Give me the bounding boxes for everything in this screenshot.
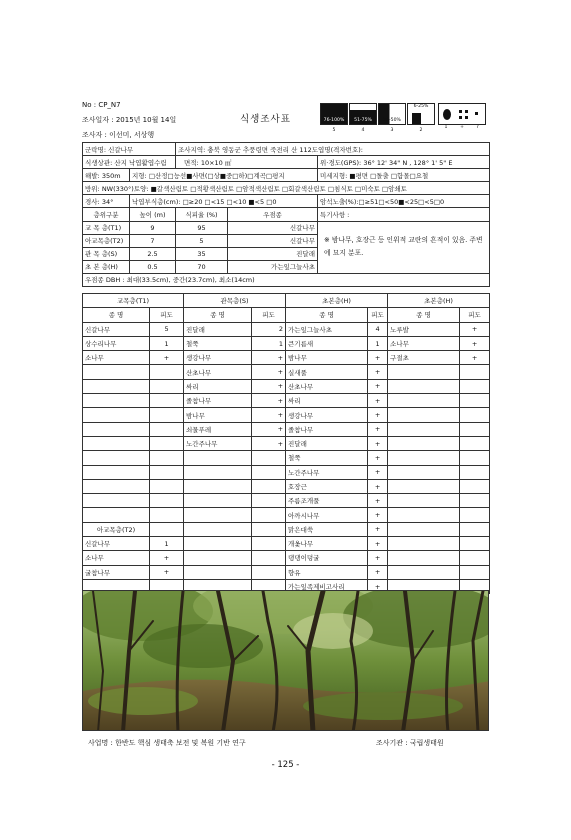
species-name: 개옻나무 <box>286 537 368 551</box>
species-name: 가는잎그늘사초 <box>286 322 368 336</box>
empty-cell <box>252 479 286 493</box>
species-cover: + <box>150 351 184 365</box>
species-cover: + <box>252 408 286 422</box>
cover-num: 4 <box>361 128 365 133</box>
layer-cover: 35 <box>176 247 228 260</box>
empty-cell <box>252 537 286 551</box>
group-header: 교목층(T1) <box>83 294 184 308</box>
layer-height: 2.5 <box>130 247 176 260</box>
species-name: 노루발 <box>388 322 460 336</box>
empty-cell <box>460 565 490 579</box>
cover-column-header: 피도 <box>460 308 490 322</box>
species-name: 소나무 <box>83 351 150 365</box>
empty-cell <box>150 479 184 493</box>
species-name: 밤나무 <box>286 351 368 365</box>
empty-cell <box>184 537 252 551</box>
column-header-row <box>83 308 490 322</box>
plot-area: 면적: 10×10 ㎡ <box>176 156 318 169</box>
empty-cell <box>460 537 490 551</box>
empty-cell <box>150 508 184 522</box>
species-cover: + <box>368 436 388 450</box>
empty-cell <box>252 465 286 479</box>
aspect-soil: 방위: NW(330°)토양: ■갈색산림토 □적황색산림토 □암적색산림토 □회갈색산림토 □침식토 □미숙토 □암쇄토 <box>83 182 490 195</box>
empty-cell <box>460 365 490 379</box>
table-row <box>83 494 490 508</box>
group-header: 초본층(H) <box>388 294 490 308</box>
layer-dominant: 신갈나무 <box>228 234 318 247</box>
species-cover: + <box>368 494 388 508</box>
survey-agency: 조사기관 : 국립생태원 <box>376 739 444 747</box>
species-cover: + <box>150 551 184 565</box>
empty-cell <box>150 422 184 436</box>
empty-cell <box>460 436 490 450</box>
species-name: 졸참나무 <box>184 394 252 408</box>
species-name: 소나무 <box>83 551 150 565</box>
gps-coordinates: 위·경도(GPS): 36° 12' 34" N , 128° 1' 5" E <box>318 156 490 169</box>
empty-cell <box>252 522 286 536</box>
species-name: 싸리 <box>184 379 252 393</box>
terrain: 지형: □산정□능선■사면(□상■중□하)□계곡□평지 <box>130 169 318 182</box>
species-name: 철쭉 <box>184 336 252 350</box>
remarks-header: 특기사항 : <box>318 208 490 221</box>
empty-cell <box>184 451 252 465</box>
altitude: 해발: 350m <box>83 169 130 182</box>
empty-cell <box>388 436 460 450</box>
species-name: 산초나무 <box>184 365 252 379</box>
project-name: 사업명 : 한반도 핵심 생태축 보전 및 복원 기반 연구 <box>88 739 246 747</box>
species-cover: + <box>368 565 388 579</box>
table-row <box>83 394 490 408</box>
table-row <box>83 522 490 536</box>
cover-num: 1 <box>444 125 448 130</box>
empty-cell <box>83 508 150 522</box>
cover-header: 식피율 (%) <box>176 208 228 221</box>
cover-column-header: 피도 <box>150 308 184 322</box>
cover-num: r <box>477 125 479 130</box>
species-cover: + <box>368 479 388 493</box>
species-name: 철쭉 <box>286 451 368 465</box>
subgroup-header: 아교목층(T2) <box>83 522 150 536</box>
species-name: 밤나무 <box>184 408 252 422</box>
group-header: 초본층(H) <box>286 294 388 308</box>
cover-label: 51-75% <box>354 118 372 123</box>
empty-cell <box>252 494 286 508</box>
empty-cell <box>460 508 490 522</box>
species-name: 구절초 <box>388 351 460 365</box>
species-name: 생강나무 <box>184 351 252 365</box>
table-row <box>83 365 490 379</box>
record-number: No : CP_N7 <box>82 101 121 109</box>
empty-cell <box>83 379 150 393</box>
species-cover: + <box>368 579 388 593</box>
species-cover: + <box>368 451 388 465</box>
empty-cell <box>83 365 150 379</box>
table-row <box>83 551 490 565</box>
empty-cell <box>184 522 252 536</box>
species-name: 신갈나무 <box>83 322 150 336</box>
species-cover: + <box>368 537 388 551</box>
empty-cell <box>388 494 460 508</box>
table-row <box>83 479 490 493</box>
remarks-note: ※ 밤나무, 호장근 등 인위적 교란의 흔적이 있음. 주변에 묘지 분포. <box>318 221 490 273</box>
species-cover: + <box>460 322 490 336</box>
species-name: 생강나무 <box>286 408 368 422</box>
empty-cell <box>83 479 150 493</box>
empty-cell <box>150 465 184 479</box>
species-name: 실새풀 <box>286 365 368 379</box>
empty-cell <box>184 465 252 479</box>
species-cover: + <box>368 551 388 565</box>
empty-cell <box>252 451 286 465</box>
table-row <box>83 422 490 436</box>
species-cover: + <box>252 379 286 393</box>
layer-header: 층위구분 <box>83 208 130 221</box>
litter-layer: 낙엽부식층(cm): □≥20 □<15 □<10 ■<5 □0 <box>130 195 318 208</box>
species-name: 맑은대쑥 <box>286 522 368 536</box>
empty-cell <box>184 565 252 579</box>
empty-cell <box>388 551 460 565</box>
empty-cell <box>150 451 184 465</box>
dominant-dbh: 우점종 DBH : 최대(33.5cm), 중간(23.7cm), 최소(14cm) <box>83 273 490 286</box>
survey-location: 조사지역: 충북 영동군 추풍령면 죽전리 산 112도엽명(격자번호): <box>176 143 490 156</box>
species-name: 굴참나무 <box>83 565 150 579</box>
table-row <box>83 322 490 336</box>
species-name: 아까시나무 <box>286 508 368 522</box>
table-row <box>83 565 490 579</box>
vegetation-phase: 식생상관: 산지 낙엽활엽수림 <box>83 156 176 169</box>
layer-height: 0.5 <box>130 260 176 273</box>
empty-cell <box>83 422 150 436</box>
layer-cover: 70 <box>176 260 228 273</box>
empty-cell <box>83 436 150 450</box>
species-cover: + <box>368 465 388 479</box>
species-name: 신갈나무 <box>83 537 150 551</box>
species-cover: + <box>368 351 388 365</box>
empty-cell <box>460 465 490 479</box>
species-name: 향유 <box>286 565 368 579</box>
layer-height: 7 <box>130 234 176 247</box>
species-cover: 1 <box>252 336 286 350</box>
empty-cell <box>252 551 286 565</box>
species-cover: 4 <box>368 322 388 336</box>
species-table <box>82 293 490 594</box>
species-name: 댕댕이덩굴 <box>286 551 368 565</box>
species-cover: + <box>252 422 286 436</box>
species-name: 진달래 <box>184 322 252 336</box>
dominant-header: 우점종 <box>228 208 318 221</box>
species-name: 소나무 <box>388 336 460 350</box>
empty-cell <box>388 422 460 436</box>
species-name: 큰기름새 <box>286 336 368 350</box>
table-row <box>83 336 490 350</box>
empty-cell <box>150 436 184 450</box>
empty-cell <box>460 408 490 422</box>
empty-cell <box>460 479 490 493</box>
species-name: 가는잎족제비고사리 <box>286 579 368 593</box>
community-name: 군락명: 신갈나무 <box>83 143 176 156</box>
layer-cover: 5 <box>176 234 228 247</box>
site-info-table <box>82 142 490 287</box>
empty-cell <box>184 508 252 522</box>
layer-dominant: 진달래 <box>228 247 318 260</box>
cover-num: + <box>460 125 464 130</box>
survey-date: 조사일자 : 2015년 10월 14일 <box>82 116 177 124</box>
empty-cell <box>388 565 460 579</box>
group-header-row <box>83 294 490 308</box>
table-row <box>83 508 490 522</box>
layer-name: 교 목 층(T1) <box>83 221 130 234</box>
table-row <box>83 451 490 465</box>
species-column-header: 종 명 <box>184 308 252 322</box>
empty-cell <box>388 394 460 408</box>
species-cover: + <box>252 436 286 450</box>
cover-column-header: 피도 <box>252 308 286 322</box>
species-cover: + <box>368 394 388 408</box>
species-cover: 1 <box>150 537 184 551</box>
page-title: 식생조사표 <box>240 114 291 125</box>
species-name: 싸리 <box>286 394 368 408</box>
empty-cell <box>252 565 286 579</box>
empty-cell <box>184 551 252 565</box>
empty-cell <box>388 508 460 522</box>
species-cover: + <box>368 522 388 536</box>
empty-cell <box>460 451 490 465</box>
empty-cell <box>150 522 184 536</box>
empty-cell <box>150 408 184 422</box>
species-cover: + <box>368 365 388 379</box>
table-row <box>83 408 490 422</box>
empty-cell <box>460 522 490 536</box>
table-row <box>83 537 490 551</box>
table-row <box>83 379 490 393</box>
empty-cell <box>388 479 460 493</box>
species-cover: 2 <box>252 322 286 336</box>
empty-cell <box>83 451 150 465</box>
empty-cell <box>388 408 460 422</box>
cover-num: 5 <box>332 128 336 133</box>
species-cover: + <box>368 379 388 393</box>
species-cover: + <box>460 336 490 350</box>
empty-cell <box>83 394 150 408</box>
empty-cell <box>252 508 286 522</box>
species-cover: 1 <box>368 336 388 350</box>
site-photo <box>82 590 489 731</box>
table-row <box>83 465 490 479</box>
surveyor: 조사자 : 이선미, 서상행 <box>82 131 155 139</box>
group-header: 관목층(S) <box>184 294 286 308</box>
species-name: 노간주나무 <box>184 436 252 450</box>
micro-terrain: 미세지형: ■평면 □돌출 □함몰□요철 <box>318 169 490 182</box>
empty-cell <box>388 522 460 536</box>
species-name: 산초나무 <box>286 379 368 393</box>
species-cover: + <box>368 508 388 522</box>
species-column-header: 종 명 <box>83 308 150 322</box>
empty-cell <box>388 365 460 379</box>
empty-cell <box>83 494 150 508</box>
cover-num: 3 <box>390 128 394 133</box>
slope: 경사: 34° <box>83 195 130 208</box>
species-cover: 5 <box>150 322 184 336</box>
species-cover: 1 <box>150 336 184 350</box>
height-header: 높이 (m) <box>130 208 176 221</box>
empty-cell <box>388 451 460 465</box>
empty-cell <box>388 465 460 479</box>
empty-cell <box>388 379 460 393</box>
species-cover: + <box>460 351 490 365</box>
empty-cell <box>150 379 184 393</box>
cover-label: 26-50% <box>383 118 401 123</box>
empty-cell <box>460 379 490 393</box>
empty-cell <box>460 551 490 565</box>
empty-cell <box>460 494 490 508</box>
empty-cell <box>184 494 252 508</box>
cover-label: 76-100% <box>323 118 345 123</box>
species-cover: + <box>252 351 286 365</box>
species-cover: + <box>150 565 184 579</box>
empty-cell <box>150 494 184 508</box>
species-name: 진달래 <box>286 436 368 450</box>
layer-cover: 95 <box>176 221 228 234</box>
empty-cell <box>388 537 460 551</box>
empty-cell <box>83 465 150 479</box>
cover-num: 2 <box>419 128 423 133</box>
empty-cell <box>150 394 184 408</box>
cover-box-small <box>438 103 486 125</box>
species-name: 졸참나무 <box>286 422 368 436</box>
layer-height: 9 <box>130 221 176 234</box>
empty-cell <box>460 394 490 408</box>
table-row <box>83 351 490 365</box>
species-name: 주름조개풀 <box>286 494 368 508</box>
species-column-header: 종 명 <box>388 308 460 322</box>
species-name: 노간주나무 <box>286 465 368 479</box>
empty-cell <box>150 365 184 379</box>
layer-name: 아교목층(T2) <box>83 234 130 247</box>
layer-dominant: 가는잎그늘사초 <box>228 260 318 273</box>
empty-cell <box>184 479 252 493</box>
species-name: 상수리나무 <box>83 336 150 350</box>
layer-dominant: 신갈나무 <box>228 221 318 234</box>
species-cover: + <box>252 394 286 408</box>
page-number: - 125 - <box>271 760 300 770</box>
species-cover: + <box>252 365 286 379</box>
table-row <box>83 436 490 450</box>
layer-name: 초 본 층(H) <box>83 260 130 273</box>
species-name: 호장근 <box>286 479 368 493</box>
rock-exposure: 암석노출(%):□≥51□<50■<25□<5□0 <box>318 195 490 208</box>
species-column-header: 종 명 <box>286 308 368 322</box>
empty-cell <box>460 422 490 436</box>
cover-column-header: 피도 <box>368 308 388 322</box>
cover-label: 6-25% <box>413 104 429 109</box>
species-cover: + <box>368 422 388 436</box>
species-name: 쇠물푸레 <box>184 422 252 436</box>
layer-name: 관 목 층(S) <box>83 247 130 260</box>
empty-cell <box>83 408 150 422</box>
species-cover: + <box>368 408 388 422</box>
